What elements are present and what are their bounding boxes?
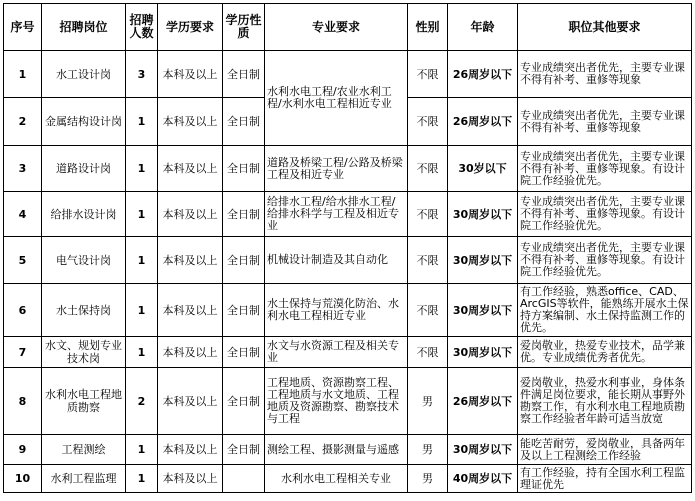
header-seq: 序号	[4, 4, 42, 51]
cell-other: 专业成绩突出者优先，主要专业课不得有补考、重修等现象。有设计院工作经验优先。	[518, 192, 692, 237]
cell-age: 30周岁以下	[448, 337, 518, 368]
cell-gender: 不限	[408, 284, 448, 337]
cell-other: 专业成绩突出者优先，主要专业课不得有补考、重修等现象	[518, 51, 692, 98]
cell-education: 本科及以上	[158, 337, 223, 368]
table-row	[4, 368, 692, 435]
cell-other: 专业成绩突出者优先，主要专业课不得有补考、重修等现象	[518, 98, 692, 146]
cell-education: 本科及以上	[158, 465, 223, 493]
cell-gender: 男	[408, 435, 448, 465]
cell-position: 水利工程监理	[42, 465, 126, 493]
header-row	[4, 4, 692, 51]
cell-edu-nature: 全日制	[223, 51, 265, 98]
header-count: 招聘人数	[126, 4, 158, 51]
cell-age: 30周岁以下	[448, 192, 518, 237]
cell-age: 30岁以下	[448, 146, 518, 192]
cell-age: 26周岁以下	[448, 368, 518, 435]
cell-education: 本科及以上	[158, 192, 223, 237]
cell-count: 1	[126, 337, 158, 368]
cell-edu-nature	[223, 465, 265, 493]
table-row	[4, 435, 692, 465]
cell-other: 爱岗敬业，热爱水利事业，身体条件满足岗位要求，能长期从事野外勘察工作，有水利水电工程地质勘察工作经验者年龄可适当放宽	[518, 368, 692, 435]
cell-edu-nature: 全日制	[223, 98, 265, 146]
cell-major: 道路及桥梁工程/公路及桥梁工程及相近专业	[265, 146, 408, 192]
cell-seq: 4	[4, 192, 42, 237]
cell-other: 有工作经验，持有全国水利工程监理证优先	[518, 465, 692, 493]
table-row	[4, 337, 692, 368]
table-row	[4, 51, 692, 98]
cell-edu-nature: 全日制	[223, 368, 265, 435]
cell-major: 给排水工程/给水排水工程/给排水科学与工程及相近专业	[265, 192, 408, 237]
cell-gender: 男	[408, 465, 448, 493]
recruitment-table	[3, 3, 692, 493]
cell-seq: 3	[4, 146, 42, 192]
cell-major: 工程地质、资源勘察工程、工程地质与水文地质、工程地质及资源勘察、勘察技术与工程	[265, 368, 408, 435]
table-row	[4, 192, 692, 237]
table-row	[4, 465, 692, 493]
cell-gender: 男	[408, 368, 448, 435]
cell-count: 1	[126, 284, 158, 337]
header-edu-nature: 学历性质	[223, 4, 265, 51]
cell-edu-nature: 全日制	[223, 237, 265, 284]
header-major: 专业要求	[265, 4, 408, 51]
cell-seq: 1	[4, 51, 42, 98]
cell-age: 40周岁以下	[448, 465, 518, 493]
cell-seq: 7	[4, 337, 42, 368]
table-row	[4, 284, 692, 337]
header-age: 年龄	[448, 4, 518, 51]
cell-gender: 不限	[408, 98, 448, 146]
cell-other: 专业成绩突出者优先，主要专业课不得有补考、重修等现象。有设计院工作经验优先。	[518, 237, 692, 284]
header-position: 招聘岗位	[42, 4, 126, 51]
cell-gender: 不限	[408, 237, 448, 284]
cell-major-merged: 水利水电工程/农业水利工程/水利水电工程相近专业	[265, 51, 408, 146]
cell-gender: 不限	[408, 51, 448, 98]
cell-seq: 10	[4, 465, 42, 493]
cell-position: 道路设计岗	[42, 146, 126, 192]
cell-major: 机械设计制造及其自动化	[265, 237, 408, 284]
cell-position: 金属结构设计岗	[42, 98, 126, 146]
header-gender: 性别	[408, 4, 448, 51]
cell-position: 电气设计岗	[42, 237, 126, 284]
cell-count: 3	[126, 51, 158, 98]
cell-gender: 不限	[408, 146, 448, 192]
cell-count: 2	[126, 368, 158, 435]
cell-seq: 2	[4, 98, 42, 146]
cell-gender: 不限	[408, 192, 448, 237]
cell-age: 30周岁以下	[448, 435, 518, 465]
cell-other: 能吃苦耐劳，爱岗敬业，具备两年及以上工程测绘工作经验	[518, 435, 692, 465]
cell-education: 本科及以上	[158, 435, 223, 465]
cell-count: 1	[126, 192, 158, 237]
cell-edu-nature: 全日制	[223, 337, 265, 368]
cell-position: 水工设计岗	[42, 51, 126, 98]
cell-gender: 不限	[408, 337, 448, 368]
cell-age: 30周岁以下	[448, 284, 518, 337]
cell-edu-nature: 全日制	[223, 192, 265, 237]
cell-education: 本科及以上	[158, 51, 223, 98]
cell-age: 30周岁以下	[448, 237, 518, 284]
cell-position: 工程测绘	[42, 435, 126, 465]
cell-count: 1	[126, 435, 158, 465]
cell-edu-nature: 全日制	[223, 435, 265, 465]
cell-other: 爱岗敬业，热爱专业技术，品学兼优。专业成绩优秀者优先。	[518, 337, 692, 368]
cell-education: 本科及以上	[158, 237, 223, 284]
cell-count: 1	[126, 98, 158, 146]
cell-count: 1	[126, 146, 158, 192]
cell-edu-nature: 全日制	[223, 284, 265, 337]
cell-position: 水文、规划专业技术岗	[42, 337, 126, 368]
cell-edu-nature: 全日制	[223, 146, 265, 192]
header-other: 职位其他要求	[518, 4, 692, 51]
cell-education: 本科及以上	[158, 368, 223, 435]
cell-education: 本科及以上	[158, 284, 223, 337]
cell-education: 本科及以上	[158, 146, 223, 192]
cell-other: 专业成绩突出者优先，主要专业课不得有补考、重修等现象。有设计院工作经验优先。	[518, 146, 692, 192]
cell-major: 水利水电工程相关专业	[265, 465, 408, 493]
cell-position: 给排水设计岗	[42, 192, 126, 237]
cell-seq: 9	[4, 435, 42, 465]
cell-count: 1	[126, 237, 158, 284]
header-education: 学历要求	[158, 4, 223, 51]
cell-count: 1	[126, 465, 158, 493]
cell-major: 水土保持与荒漠化防治、水利水电工程相近专业	[265, 284, 408, 337]
cell-age: 26周岁以下	[448, 51, 518, 98]
cell-seq: 8	[4, 368, 42, 435]
cell-seq: 6	[4, 284, 42, 337]
table-row	[4, 237, 692, 284]
cell-education: 本科及以上	[158, 98, 223, 146]
cell-other: 有工作经验，熟悉office、CAD、ArcGIS等软件，能熟练开展水土保持方案编制、水土保持监测工作的优先。	[518, 284, 692, 337]
cell-position: 水利水电工程地质勘察	[42, 368, 126, 435]
cell-major: 测绘工程、摄影测量与遥感	[265, 435, 408, 465]
cell-major: 水文与水资源工程及相关专业	[265, 337, 408, 368]
table-row	[4, 146, 692, 192]
cell-age: 26周岁以下	[448, 98, 518, 146]
cell-position: 水土保持岗	[42, 284, 126, 337]
cell-seq: 5	[4, 237, 42, 284]
